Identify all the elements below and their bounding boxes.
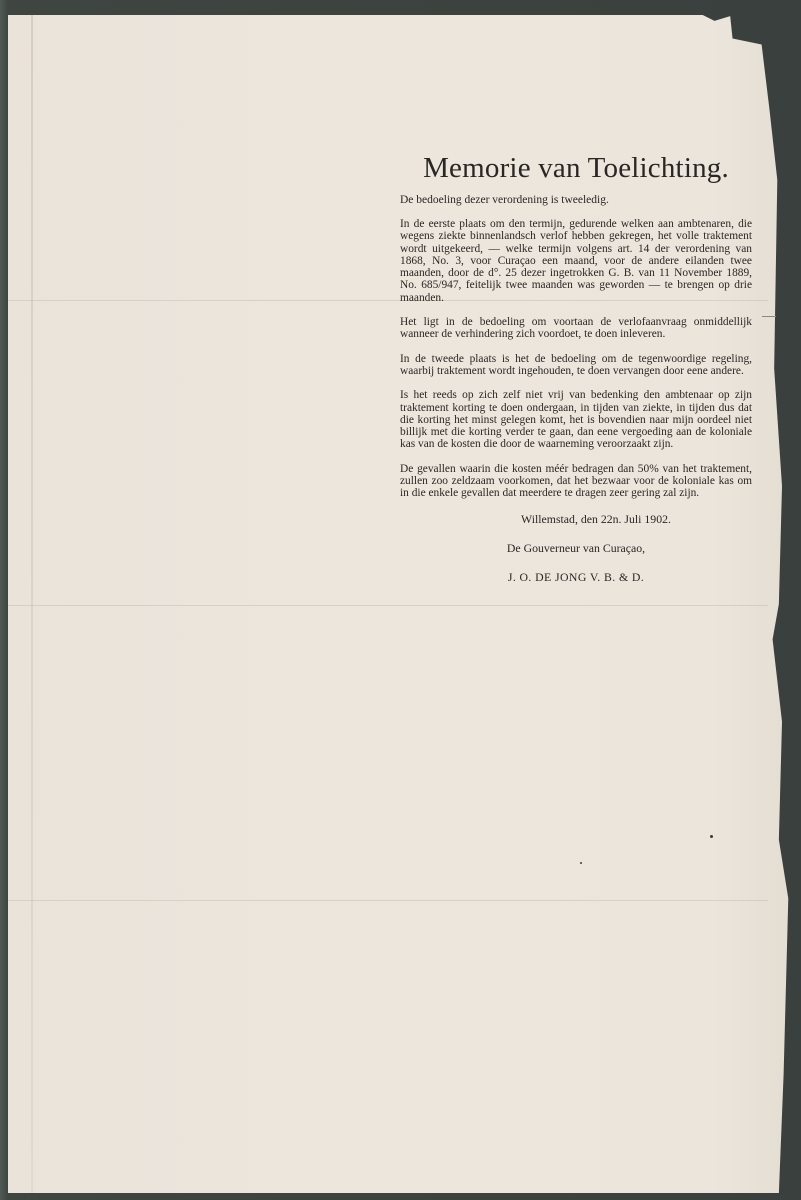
- ink-speck: [710, 835, 713, 838]
- document-title: Memorie van Toelichting.: [423, 152, 729, 184]
- lead-sentence: De bedoeling dezer verordening is tweeledig.: [400, 194, 609, 206]
- ink-speck: [580, 862, 582, 864]
- paper-fold-vertical: [31, 15, 33, 1193]
- signatory-title: De Gouverneur van Curaçao,: [506, 540, 646, 555]
- paragraph: In de tweede plaats is het de bedoeling om de tegenwoordige regeling, waarbij traktement wordt ingehouden, te doen vervangen door eene andere.: [400, 352, 752, 377]
- margin-mark: [762, 316, 776, 317]
- paragraph: Het ligt in de bedoeling om voortaan de verlofaanvraag onmiddellijk wanneer de verhindering zich voordoet, te doen inleveren.: [400, 316, 752, 341]
- paragraph: Is het reeds op zich zelf niet vrij van bedenking den ambtenaar op zijn traktement korting te doen ondergaan, in tijden van ziekte, in tijden dus dat die korting het minst gelegen komt, het is bovendien naar mijn oordeel niet billijk met die korting verder te gaan, dan eene vergoeding aan de koloniale kas van de kosten die door de waarneming veroorzaakt zijn.: [400, 389, 752, 451]
- document-body: [400, 150, 752, 599]
- paper-fold-horizontal: [8, 605, 768, 606]
- place-date: Willemstad, den 22n. Juli 1902.: [521, 511, 671, 526]
- paper-fold-horizontal: [8, 900, 768, 901]
- paragraph: De gevallen waarin die kosten méér bedragen dan 50% van het traktement, zullen zoo zeldzaam voorkomen, dat het bezwaar voor de koloniale kas om in die enkele gevallen dat meerdere te dragen zeer gering zal zijn.: [400, 462, 752, 500]
- paragraph: In de eerste plaats om den termijn, gedurende welken aan ambtenaren, die wegens ziekte binnenlandsch verlof hebben gekregen, het volle traktement wordt uitgekeerd, — welke termijn volgens art. 14 der verordening van 1868, No. 3, voor Curaçao een maand, voor de andere eilanden twee maanden, door de d°. 25 dezer ingetrokken G. B. van 11 November 1889, No. 685/947, feitelijk twee maanden was geworden — te brengen op drie maanden.: [400, 218, 752, 304]
- signatory-name: J. O. DE JONG V. B. & D.: [507, 569, 645, 584]
